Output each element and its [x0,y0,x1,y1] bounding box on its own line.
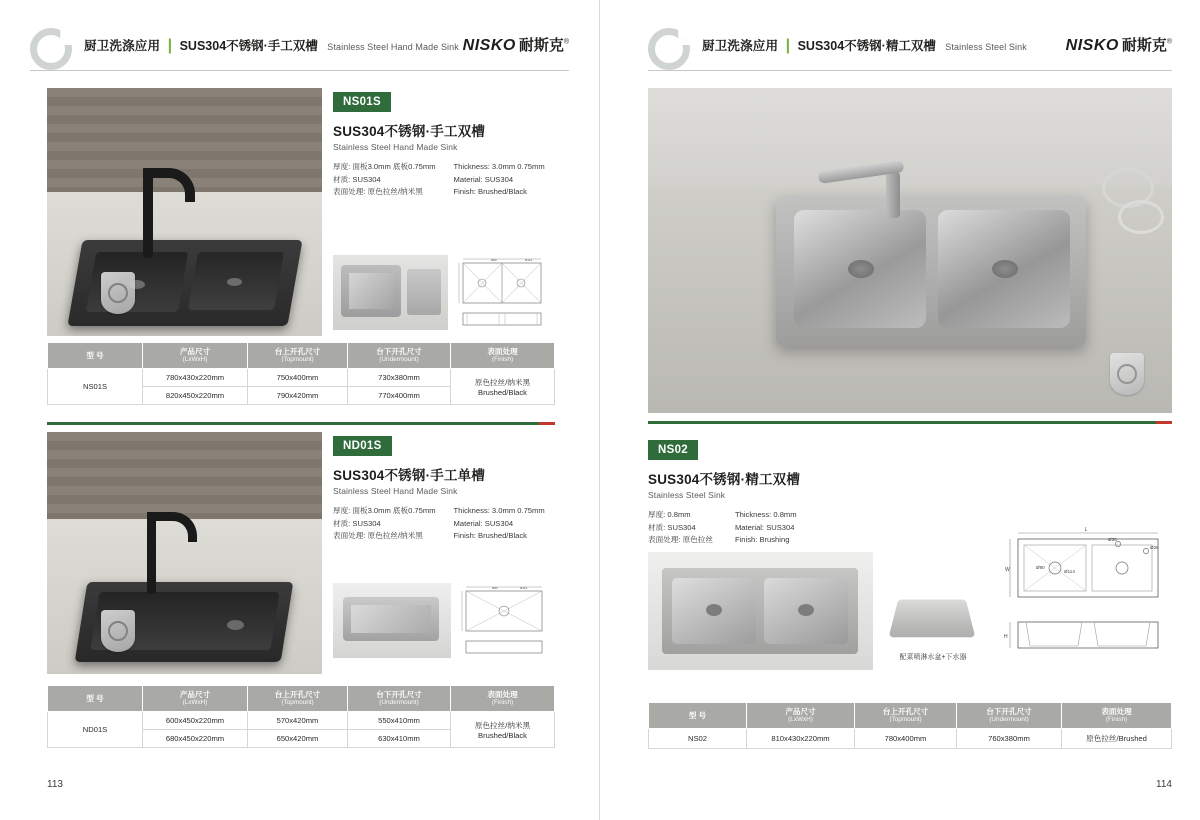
spec-finish-cn: 表面处理: 原色拉丝/纳米黑 [333,531,423,541]
brand-latin: NISKO [462,37,516,54]
spec-finish-cn: 表面处理: 原色拉丝/纳米黑 [333,187,423,197]
header-divider [30,70,569,71]
th-finish: 表面处理 (Finish) [451,343,555,369]
th-topmount: 台上开孔尺寸 (Topmount) [248,343,348,369]
sink-drain-left [848,260,874,278]
brand-cn: 耐斯克 [518,37,564,54]
cell-undermount: 760x380mm [957,729,1062,749]
table-row [48,369,555,387]
th-finish: 表面处理 (Finish) [1062,703,1172,729]
spec-material-cn: 材质: SUS304 [648,522,696,532]
hero-backsplash [648,88,1172,186]
cell-topmount: 570x420mm [248,712,348,730]
spec-thickness-cn: 厚度: 面板3.0mm 底板0.75mm [333,506,436,515]
model-tag-nd01s: ND01S [333,436,392,456]
spec-finish-en: Finish: Brushed/Black [453,187,527,197]
th-finish: 表面处理 (Finish) [451,686,555,712]
th-undermount: 台下开孔尺寸 (Undermount) [957,703,1062,729]
sink-drain-right [227,278,242,286]
brand-logo [463,34,569,55]
spec-column-cn [648,509,713,547]
svg-text:Ø90: Ø90 [1036,565,1045,570]
spec-column-en [454,505,545,543]
cell-finish: 原色拉丝/纳米黑 Brushed/Black [451,712,555,748]
svg-text:H: H [1004,634,1008,640]
right-page [600,0,1200,820]
spec-material-en: Material: SUS304 [734,522,795,532]
th-size: 产品尺寸 (LxWxH) [143,343,248,369]
page-number-left: 113 [47,779,63,790]
th-size: 产品尺寸 (LxWxH) [747,703,855,729]
cell-undermount: 730x380mm [348,369,451,387]
faucet-icon [886,172,900,218]
spec-finish-en: Finish: Brushed/Black [453,531,527,541]
spec-table-ns02-position [648,702,1172,749]
spec-column-cn [333,161,436,199]
th-model: 型 号 [48,686,143,712]
th-model: 型 号 [649,703,747,729]
cell-topmount: 750x400mm [248,369,348,387]
cell-topmount: 780x400mm [855,729,957,749]
cell-model: NS01S [48,369,143,405]
th-undermount: 台下开孔尺寸 (Undermount) [348,686,451,712]
sink-drain-left [706,604,722,616]
header-category-cn: 厨卫洗涤应用 [84,39,161,53]
product-title-cn-ns02: SUS304不锈钢·精工双槽 [648,472,801,487]
detail-sink-bowl [349,273,393,309]
cell-finish: 原色拉丝/纳米黑 Brushed/Black [451,369,555,405]
table-row [649,729,1172,749]
sink-drain-right [798,604,814,616]
divider-accent [1156,421,1172,424]
left-page-header [30,30,569,76]
svg-text:Ø114: Ø114 [520,586,528,590]
model-tag-ns02: NS02 [648,440,698,460]
photo-backsplash [47,432,322,519]
product-photo-ns01s [47,88,322,336]
product-title-en-ns02: Stainless Steel Sink [648,490,726,500]
th-topmount: 台上开孔尺寸 (Topmount) [248,686,348,712]
spec-thickness-en: Thickness: 0.8mm [734,510,797,519]
svg-text:Ø114: Ø114 [1064,569,1075,574]
spec-table-ns01s [47,342,555,405]
spec-table-nd01s-wrap [47,685,555,748]
th-model: 型 号 [48,343,143,369]
brand-logo [1066,34,1172,55]
spec-material-en: Material: SUS304 [453,518,514,528]
brand-latin: NISKO [1065,37,1119,54]
bowl-accessory-2 [1118,200,1164,234]
spec-material-cn: 材质: SUS304 [333,518,381,528]
spec-column-en [735,509,797,547]
logo-c-icon [30,28,72,70]
brand-tm: ® [1166,38,1172,46]
cell-size: 820x450x220mm [143,387,248,405]
spec-finish-cn: 表面处理: 原色拉丝 [648,535,713,545]
header-divider [648,70,1172,71]
spec-finish-en: Finish: Brushing [734,535,790,545]
header-subtitle-cn: SUS304不锈钢·手工双槽 [179,39,318,53]
accessory-caption: 配菜喷淋水盆+下水器 [899,654,967,661]
product-specs-nd01s [333,505,555,543]
svg-text:Ø28: Ø28 [1150,545,1159,550]
spec-column-en [454,161,545,199]
quality-badge-icon [101,610,135,652]
accessory-photo [888,590,976,648]
cell-finish: 原色拉丝/Brushed [1062,729,1172,749]
header-title-group [84,36,459,55]
cell-size: 600x450x220mm [143,712,248,730]
brand-cn: 耐斯克 [1121,37,1167,54]
hero-photo-ns02 [648,88,1172,413]
svg-text:L: L [1084,527,1088,533]
spec-column-cn [333,505,436,543]
sink-drain [227,620,244,630]
quality-badge-icon [101,272,135,314]
product-title-cn-ns01s: SUS304不锈钢·手工双槽 [333,124,486,139]
spec-thickness-cn: 厚度: 面板3.0mm 底板0.75mm [333,162,436,171]
header-subtitle-cn: SUS304不锈钢·精工双槽 [797,39,936,53]
detail-sink-bowl [351,605,431,633]
spec-material-en: Material: SUS304 [453,174,514,184]
cell-size: 780x430x220mm [143,369,248,387]
table-header-row [649,703,1172,729]
technical-drawing-nd01s [458,583,555,658]
spec-table-ns01s-wrap [47,342,555,405]
section-divider-green [47,422,555,425]
spec-thickness-en: Thickness: 3.0mm 0.75mm [453,162,545,171]
cell-model: ND01S [48,712,143,748]
product-photo-nd01s [47,432,322,674]
cell-size: 810x430x220mm [747,729,855,749]
table-header-row [48,343,555,369]
product-info-nd01s [333,436,555,543]
header-category-cn: 厨卫洗涤应用 [702,39,779,53]
cell-topmount: 650x420mm [248,730,348,748]
th-undermount: 台下开孔尺寸 (Undermount) [348,343,451,369]
product-detail-photo-ns01s [333,255,448,330]
table-header-row [48,686,555,712]
product-specs-ns01s [333,161,555,199]
header-subtitle-en: Stainless Steel Sink [945,42,1027,52]
sink-drain-right [992,260,1018,278]
detail-sink-body-2 [407,269,441,315]
product-info-ns02 [648,440,998,547]
spec-table-ns02 [648,702,1172,749]
product-specs-ns02 [648,509,998,547]
product-detail-photo-nd01s [333,583,451,658]
table-row [48,712,555,730]
svg-text:Ø90: Ø90 [491,258,497,262]
header-separator: | [785,37,791,54]
header-title-group [702,36,1027,55]
th-size: 产品尺寸 (LxWxH) [143,686,248,712]
divider-accent [539,422,555,425]
spec-thickness-cn: 厚度: 0.8mm [648,510,691,519]
spec-thickness-en: Thickness: 3.0mm 0.75mm [453,506,545,515]
right-page-header [648,30,1172,76]
technical-drawing-top-ns02 [1000,525,1172,605]
accessory-tray [889,600,976,638]
cell-model: NS02 [649,729,747,749]
svg-text:Ø114: Ø114 [525,258,533,262]
cell-undermount: 550x410mm [348,712,451,730]
svg-text:Ø90: Ø90 [492,586,498,590]
product-title-en-ns01s: Stainless Steel Hand Made Sink [333,142,458,152]
cell-size: 680x450x220mm [143,730,248,748]
technical-drawing-ns01s [455,255,555,330]
header-subtitle-en: Stainless Steel Hand Made Sink [327,42,459,52]
svg-text:W: W [1005,567,1010,573]
section-divider-green [648,421,1172,424]
brand-tm: ® [563,38,569,46]
svg-text:Ø35: Ø35 [1108,537,1117,542]
header-separator: | [167,37,173,54]
cell-undermount: 770x400mm [348,387,451,405]
product-title-en-nd01s: Stainless Steel Hand Made Sink [333,486,458,496]
product-info-ns01s [333,92,555,199]
technical-drawing-side-ns02 [1000,612,1172,668]
cell-undermount: 630x410mm [348,730,451,748]
cell-topmount: 790x420mm [248,387,348,405]
product-photo-ns02 [648,552,873,670]
model-tag-ns01s: NS01S [333,92,391,112]
th-topmount: 台上开孔尺寸 (Topmount) [855,703,957,729]
logo-c-icon [648,28,690,70]
spec-table-nd01s [47,685,555,748]
spec-material-cn: 材质: SUS304 [333,174,381,184]
page-number-right: 114 [1156,779,1172,790]
quality-badge-icon [1110,353,1144,395]
product-title-cn-nd01s: SUS304不锈钢·手工单槽 [333,468,486,483]
